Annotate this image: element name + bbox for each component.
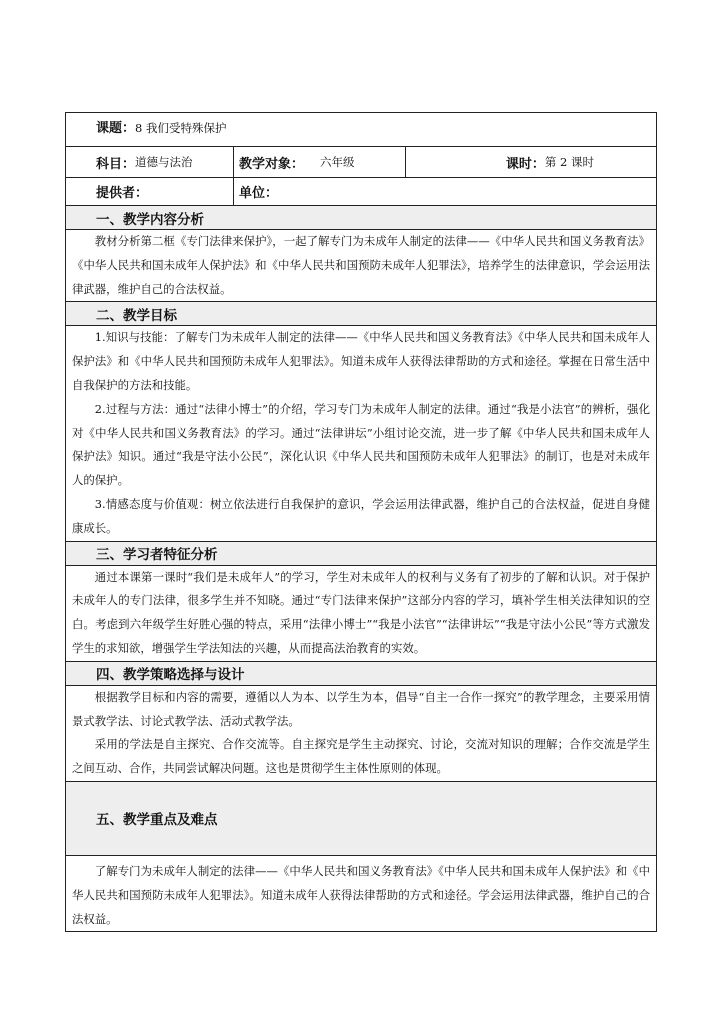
provider-row [66, 178, 656, 206]
section-2-body [66, 326, 656, 541]
audience-value: 六年级 [320, 155, 355, 169]
section-5-heading: 五、教学重点及难点 [66, 782, 656, 856]
audience-cell [234, 147, 405, 177]
section-4-paragraph: 根据教学目标和内容的需要，遵循以人为本、以学生为本，倡导“自主一合作一探究”的教学理念，主要采用情景式教学法、讨论式教学法、活动式教学法。 [72, 689, 650, 728]
subject-label: 科目： [96, 156, 136, 172]
subject-cell [66, 147, 234, 177]
unit-label: 单位： [239, 186, 279, 201]
meta-row [66, 147, 656, 178]
section-5-paragraph: 了解专门为未成年人制定的法律——《中华人民共和国义务教育法》《中华人民共和国未成年人保护法》和《中华人民共和国预防未成年人犯罪法》。知道未成年人获得法律帮助的方式和途径。学会运用法律武器，维护自己的合法权益。 [72, 863, 650, 926]
section-3-heading: 三、学习者特征分析 [66, 542, 656, 566]
section-3-body [66, 566, 656, 662]
section-4-paragraph: 采用的学法是自主探究、合作交流等。自主探究是学生主动探究、讨论，交流对知识的理解；合作交流是学生之间互动、合作，共同尝试解决问题。这也是贯彻学生主体性原则的体现。 [72, 737, 650, 776]
topic-row [66, 113, 656, 147]
period-cell [405, 147, 656, 177]
provider-label: 提供者： [96, 186, 149, 201]
section-2-paragraph: 3.情感态度与价值观：树立依法进行自我保护的意识，学会运用法律武器，维护自己的合法权益，促进自身健康成长。 [72, 496, 650, 535]
section-2-paragraph: 1.知识与技能：了解专门为未成年人制定的法律——《中华人民共和国义务教育法》《中华人民共和国未成年人保护法》和《中华人民共和国预防未成年人犯罪法》。知道未成年人获得法律帮助的方式和途径。掌握在日常生活中自我保护的方法和技能。 [72, 330, 650, 392]
period-value: 第 2 课时 [544, 155, 594, 169]
unit-cell [234, 178, 278, 205]
audience-label: 教学对象： [239, 156, 305, 172]
provider-cell [66, 178, 234, 205]
section-4-heading: 四、教学策略选择与设计 [66, 662, 656, 686]
section-1-paragraph: 教材分析第二框《专门法律来保护》，一起了解专门为未成年人制定的法律——《中华人民共和国义务教育法》《中华人民共和国未成年人保护法》和《中华人民共和国预防未成年人犯罪法》，培养学生的法律意识，学会运用法律武器，维护自己的合法权益。 [72, 234, 650, 296]
section-2-paragraph: 2.过程与方法：通过“法律小博士”的介绍，学习专门为未成年人制定的法律。通过“我是小法官”的辨析，强化对《中华人民共和国义务教育法》的学习。通过“法律讲坛”小组讨论交流，进一步了解《中华人民共和国未成年人保护法》知识。通过“我是守法小公民”，深化认识《中华人民共和国预防未成年人犯罪法》的制订，也是对未成年人的保护。 [72, 401, 650, 488]
section-1-body [66, 230, 656, 302]
section-4-body [66, 686, 656, 782]
topic-value: 8 我们受特殊保护 [135, 121, 227, 135]
subject-value: 道德与法治 [135, 155, 193, 169]
section-1-heading: 一、教学内容分析 [66, 206, 656, 230]
period-label: 课时： [505, 156, 545, 172]
section-5-body [66, 856, 656, 931]
lesson-plan-table [65, 112, 657, 932]
section-2-heading: 二、教学目标 [66, 302, 656, 326]
section-3-paragraph: 通过本课第一课时“我们是未成年人”的学习，学生对未成年人的权利与义务有了初步的了解和认识。对于保护未成年人的专门法律，很多学生并不知晓。通过“专门法律来保护”这部分内容的学习，填补学生相关法律知识的空白。考虑到六年级学生好胜心强的特点，采用“法律小博士”“我是小法官”“法律讲坛”“我是守法小公民”等方式激发学生的求知欲，增强学生学法知法的兴趣，从而提高法治教育的实效。 [72, 569, 650, 655]
topic-label: 课题： [96, 121, 136, 136]
